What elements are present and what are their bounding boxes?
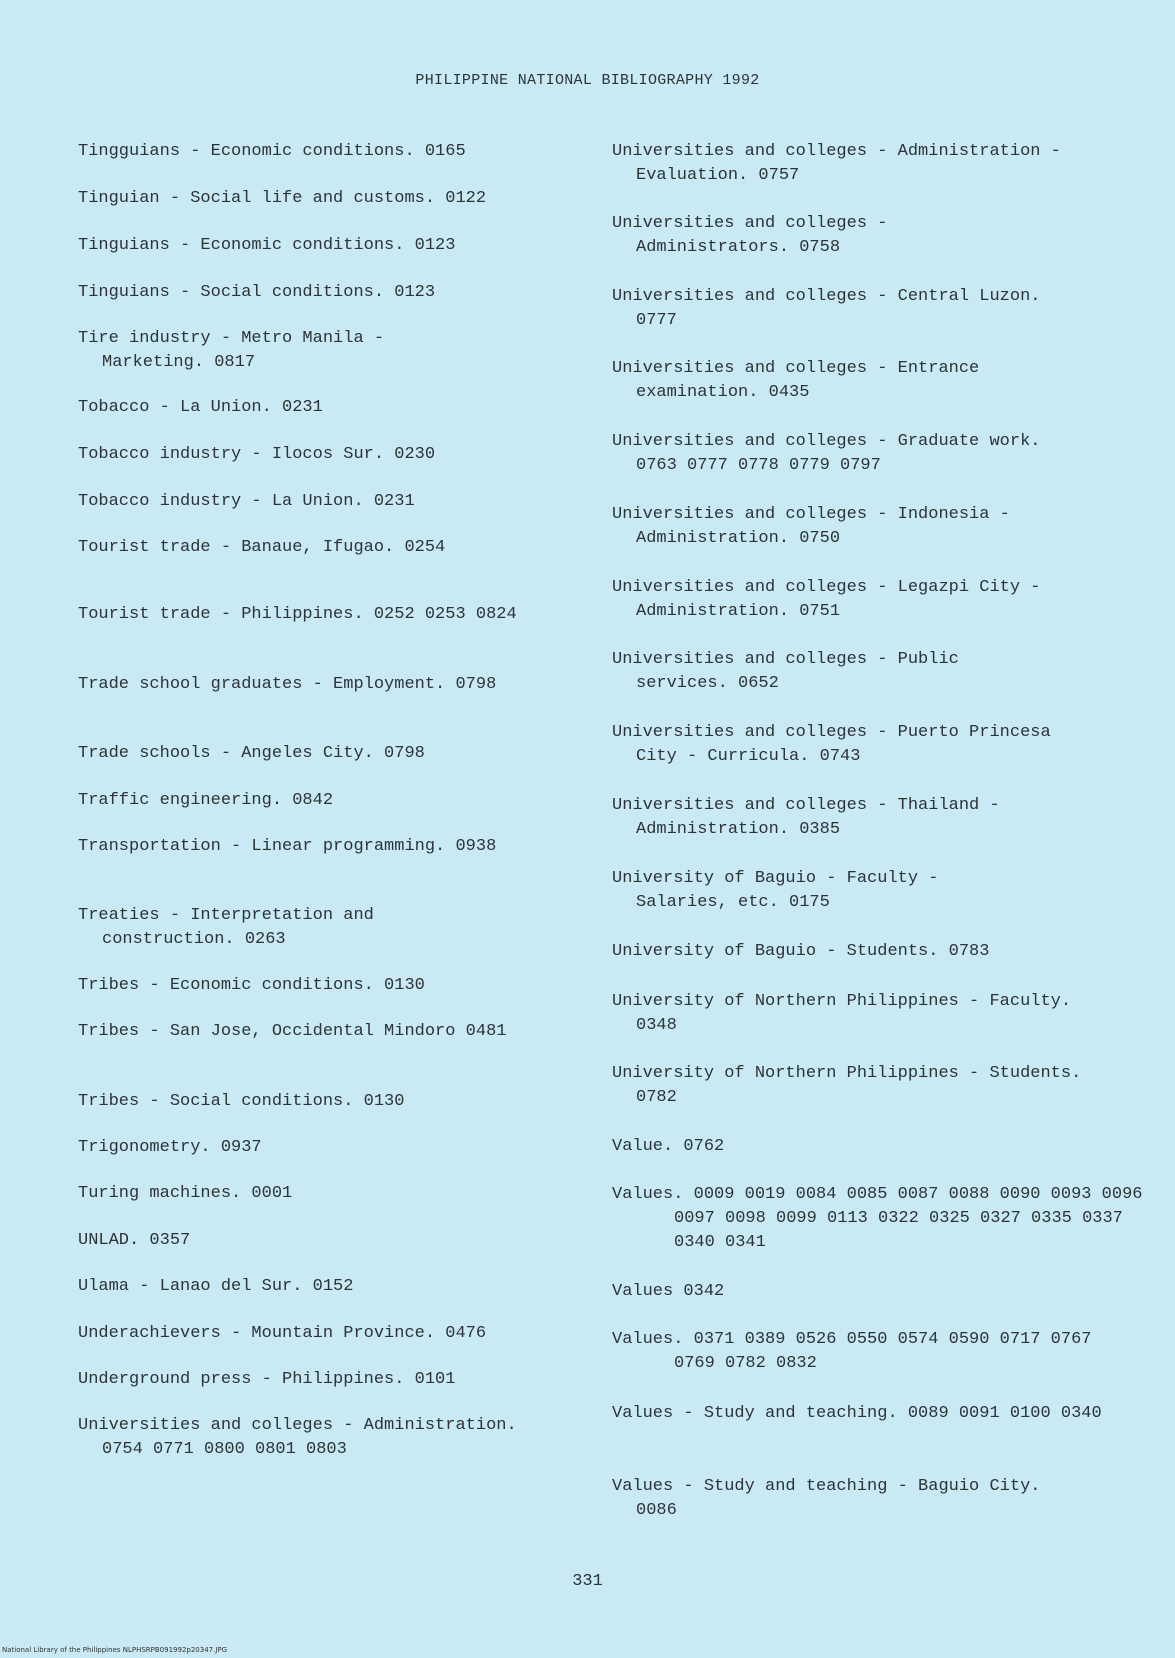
index-entry: Underachievers - Mountain Province. 0476 — [78, 1324, 487, 1343]
index-entry: Tobacco industry - La Union. 0231 — [78, 492, 415, 511]
index-entry: Treaties - Interpretation and construction. 0263 — [78, 906, 385, 949]
index-entry: Universities and colleges - Administration - Evaluation. 0757 — [612, 142, 1072, 185]
index-entry: Values - Study and teaching. 0089 0091 0100 0340 — [612, 1404, 1102, 1423]
index-entry: Tourist trade - Banaue, Ifugao. 0254 — [78, 538, 446, 557]
scan-footer: National Library of the Philippines NLPHSRPB091992p20347.JPG — [2, 1646, 228, 1654]
page-number: 331 — [572, 1572, 603, 1591]
index-entry: Universities and colleges - Administration. 0754 0771 0800 0801 0803 — [78, 1416, 527, 1459]
index-entry: University of Baguio - Students. 0783 — [612, 942, 990, 961]
index-entry: Tinguians - Social conditions. 0123 — [78, 283, 436, 302]
index-entry: Universities and colleges - Central Luzon. 0777 — [612, 287, 1051, 330]
index-entry: Tinguians - Economic conditions. 0123 — [78, 236, 456, 255]
index-entry: Tobacco - La Union. 0231 — [78, 398, 323, 417]
page-header: PHILIPPINE NATIONAL BIBLIOGRAPHY 1992 — [415, 72, 760, 89]
index-entry: Universities and colleges - Administrators. 0758 — [612, 214, 898, 257]
index-entry: University of Northern Philippines - Faculty. 0348 — [612, 992, 1082, 1035]
index-entry: Values. 0009 0019 0084 0085 0087 0088 0090 0093 0096 0097 0098 0099 0113 0322 0325 0327 0335 0337 0340 0341 — [612, 1185, 1153, 1252]
index-entry: Universities and colleges - Public services. 0652 — [612, 650, 970, 693]
index-entry: Transportation - Linear programming. 0938 — [78, 837, 497, 856]
index-entry: Universities and colleges - Entrance examination. 0435 — [612, 359, 990, 402]
index-entry: Tribes - Social conditions. 0130 — [78, 1092, 405, 1111]
index-entry: Trade schools - Angeles City. 0798 — [78, 744, 425, 763]
index-entry: Universities and colleges - Legazpi City - Administration. 0751 — [612, 578, 1051, 621]
index-entry: Tinguian - Social life and customs. 0122 — [78, 189, 487, 208]
index-entry: Tribes - San Jose, Occidental Mindoro 0481 — [78, 1022, 507, 1041]
index-entry: Trade school graduates - Employment. 0798 — [78, 675, 497, 694]
index-entry: Underground press - Philippines. 0101 — [78, 1370, 456, 1389]
index-entry: Universities and colleges - Graduate work. 0763 0777 0778 0779 0797 — [612, 432, 1051, 475]
index-entry: Tingguians - Economic conditions. 0165 — [78, 142, 466, 161]
index-entry: Trigonometry. 0937 — [78, 1138, 262, 1157]
index-entry: Universities and colleges - Thailand - Administration. 0385 — [612, 796, 1010, 839]
index-entry: Tobacco industry - Ilocos Sur. 0230 — [78, 445, 436, 464]
index-entry: Values. 0371 0389 0526 0550 0574 0590 0717 0767 0769 0782 0832 — [612, 1330, 1102, 1373]
index-entry: Universities and colleges - Puerto Princesa City - Curricula. 0743 — [612, 723, 1061, 766]
index-entry: Values - Study and teaching - Baguio City. 0086 — [612, 1477, 1051, 1520]
index-entry: Traffic engineering. 0842 — [78, 791, 334, 810]
index-entry: Values 0342 — [612, 1282, 725, 1301]
index-entry: Tourist trade - Philippines. 0252 0253 0824 — [78, 605, 517, 624]
index-entry: Turing machines. 0001 — [78, 1184, 293, 1203]
index-entry: University of Northern Philippines - Students. 0782 — [612, 1064, 1092, 1107]
index-entry: UNLAD. 0357 — [78, 1231, 191, 1250]
index-entry: Value. 0762 — [612, 1137, 725, 1156]
index-entry: Tribes - Economic conditions. 0130 — [78, 976, 425, 995]
index-entry: University of Baguio - Faculty - Salaries, etc. 0175 — [612, 869, 949, 912]
index-entry: Universities and colleges - Indonesia - Administration. 0750 — [612, 505, 1021, 548]
index-entry: Tire industry - Metro Manila - Marketing. 0817 — [78, 329, 395, 372]
index-entry: Ulama - Lanao del Sur. 0152 — [78, 1277, 354, 1296]
